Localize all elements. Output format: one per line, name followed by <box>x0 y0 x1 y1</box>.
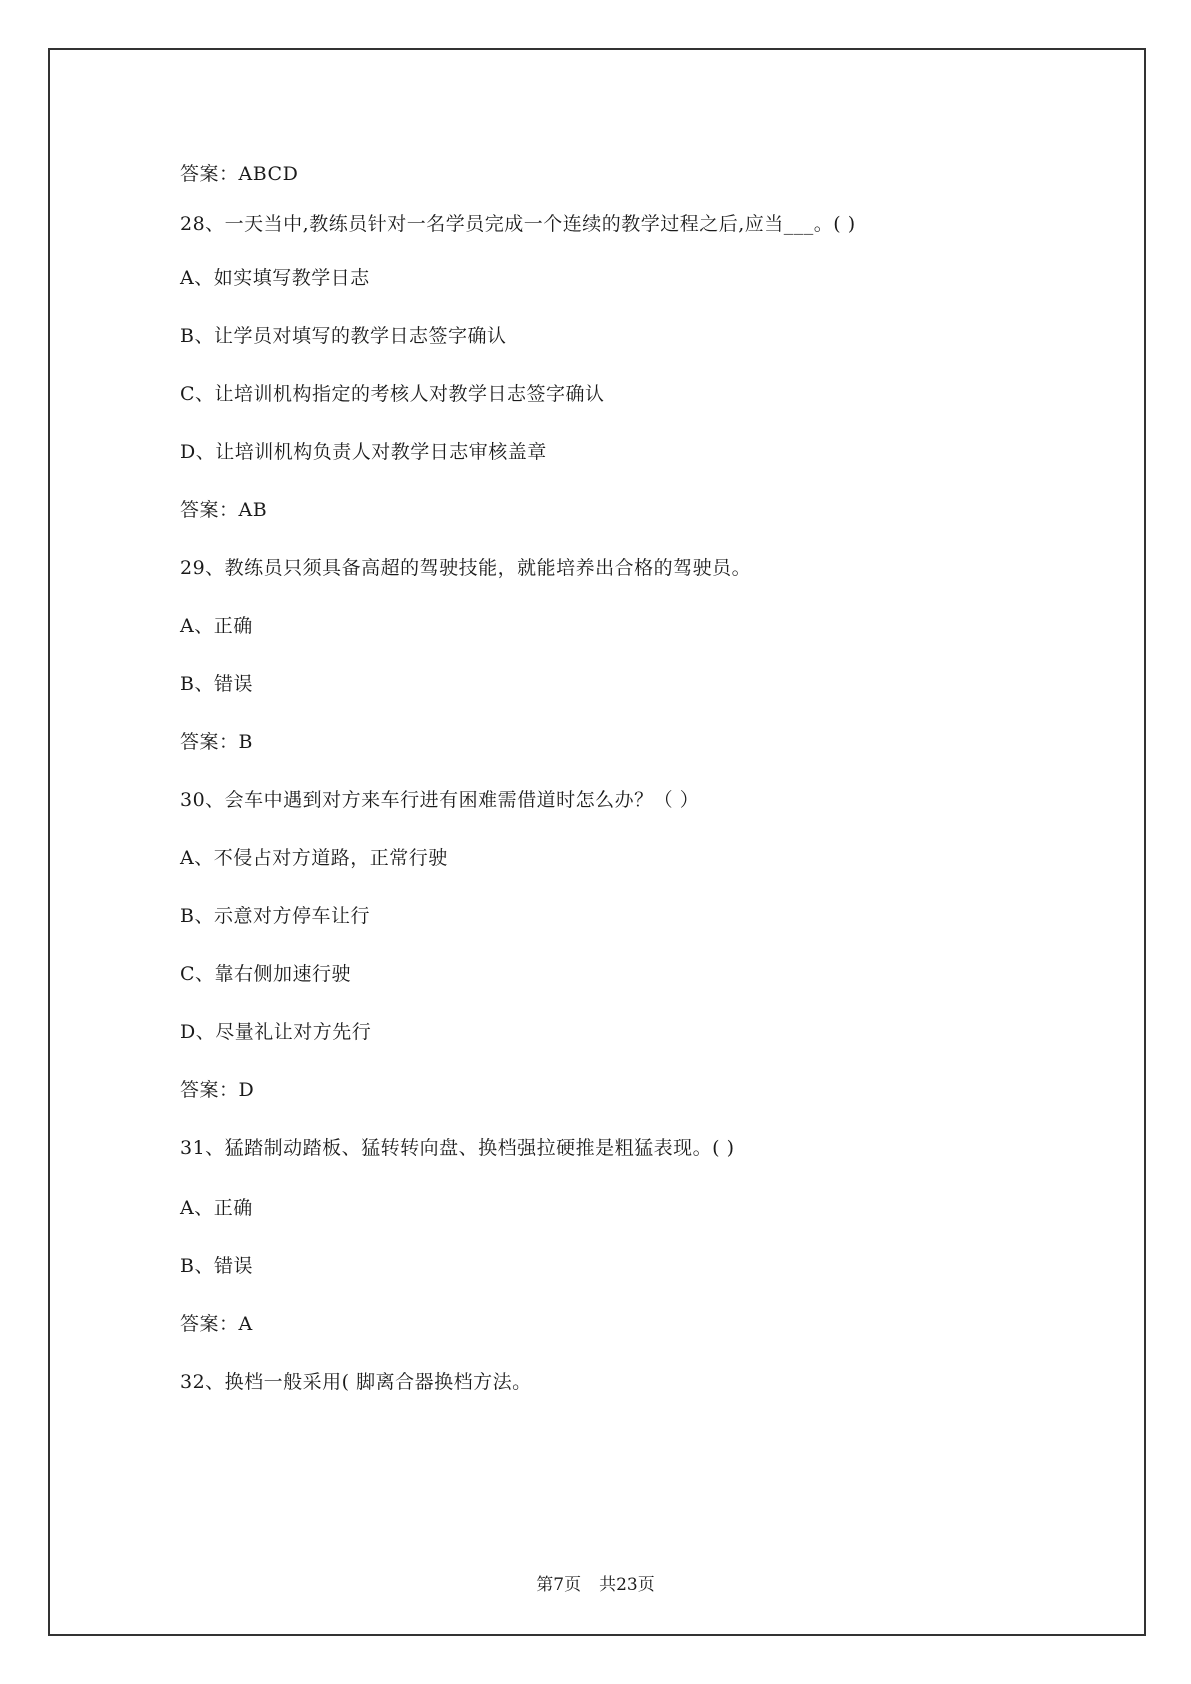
option-30-a: A、不侵占对方道路，正常行驶 <box>180 847 448 869</box>
question-31: 31、猛踏制动踏板、猛转转向盘、换档强拉硬推是粗猛表现。( ) <box>180 1137 735 1159</box>
option-29-a: A、正确 <box>180 615 253 637</box>
answer-29: 答案：B <box>180 731 253 753</box>
answer-28: 答案：AB <box>180 499 268 521</box>
question-30: 30、会车中遇到对方来车行进有困难需借道时怎么办？（ ） <box>180 789 700 811</box>
question-28: 28、一天当中,教练员针对一名学员完成一个连续的教学过程之后,应当___。( ) <box>180 213 856 235</box>
option-31-b: B、错误 <box>180 1255 253 1277</box>
answer-27: 答案：ABCD <box>180 163 299 185</box>
option-28-a: A、如实填写教学日志 <box>180 267 370 289</box>
page-number: 第7页 <box>536 1575 582 1595</box>
option-28-c: C、让培训机构指定的考核人对教学日志签字确认 <box>180 383 605 405</box>
option-30-d: D、尽量礼让对方先行 <box>180 1021 372 1043</box>
answer-30: 答案：D <box>180 1079 255 1101</box>
answer-31: 答案：A <box>180 1313 253 1335</box>
option-28-d: D、让培训机构负责人对教学日志审核盖章 <box>180 441 547 463</box>
option-29-b: B、错误 <box>180 673 253 695</box>
option-30-b: B、示意对方停车让行 <box>180 905 370 927</box>
option-31-a: A、正确 <box>180 1197 253 1219</box>
question-29: 29、教练员只须具备高超的驾驶技能，就能培养出合格的驾驶员。 <box>180 557 752 579</box>
page-total: 共23页 <box>599 1575 655 1595</box>
option-28-b: B、让学员对填写的教学日志签字确认 <box>180 325 507 347</box>
option-30-c: C、靠右侧加速行驶 <box>180 963 352 985</box>
page-footer <box>0 1574 1191 1596</box>
question-32: 32、换档一般采用( 脚离合器换档方法。 <box>180 1371 532 1393</box>
